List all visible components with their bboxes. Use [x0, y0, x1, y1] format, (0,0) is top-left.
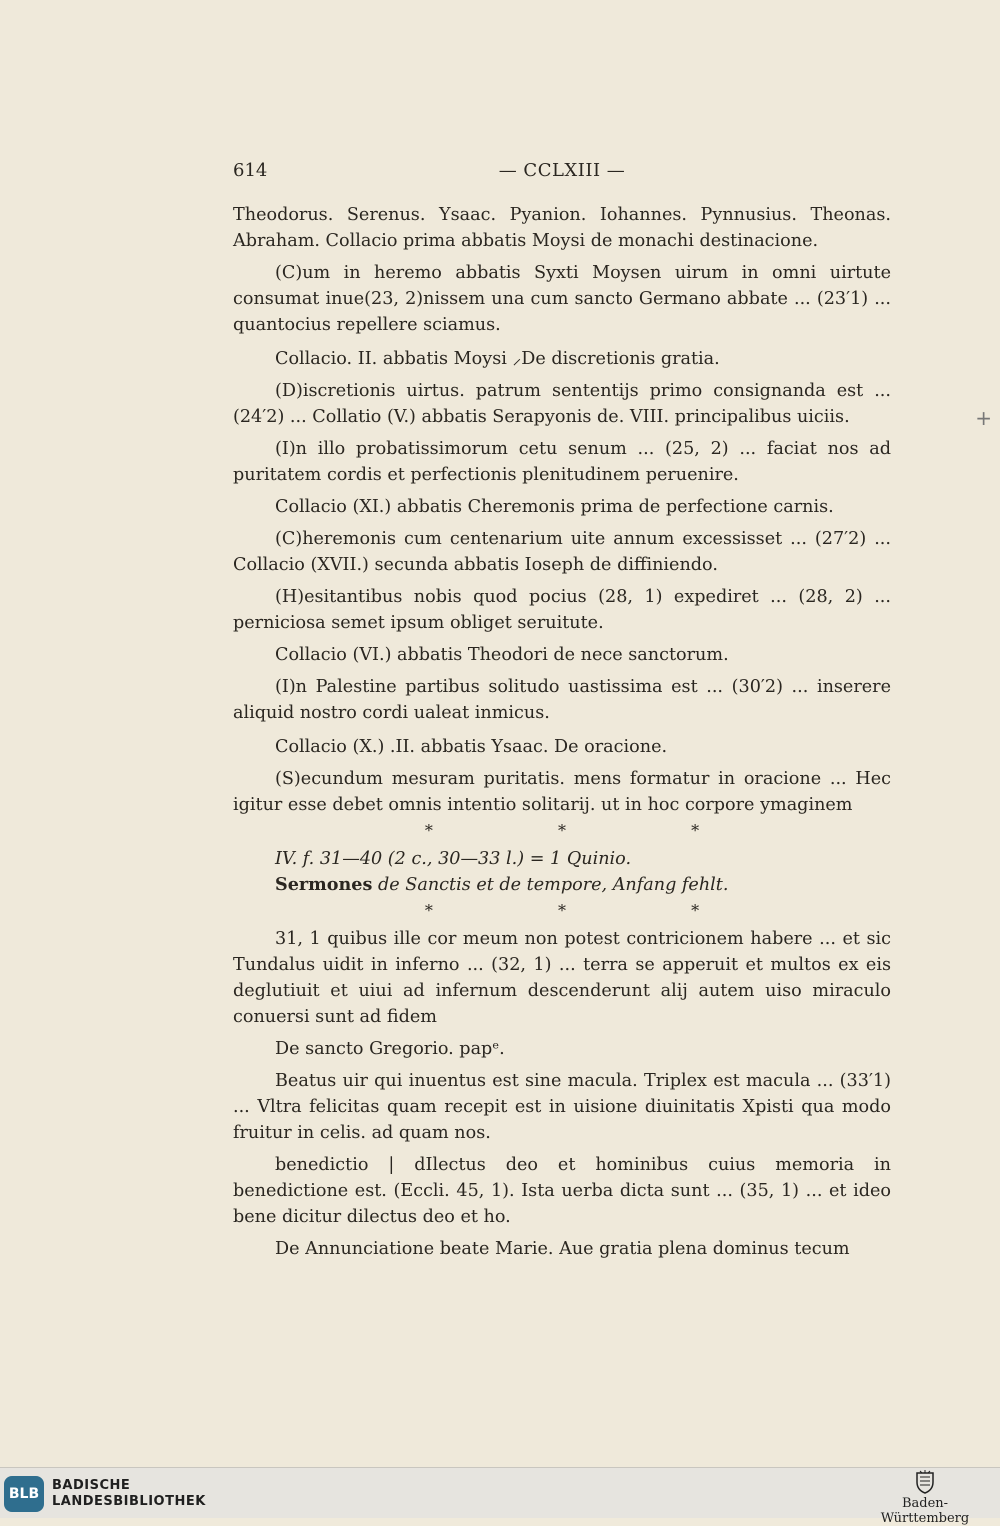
paragraph: benedictio | dIlectus deo et hominibus cuius memoria in benedictione est. (Eccli. 45, 1). Ista uerba dicta sunt ... (35, 1) ... et ideo bene dicitur dilectus deo et ho.: [233, 1155, 891, 1227]
running-title: — CCLXIII —: [498, 160, 626, 181]
paragraph: Collacio (XI.) abbatis Cheremonis prima de perfectione carnis.: [275, 497, 834, 517]
paragraph: (I)n Palestine partibus solitudo uastissima est ... (30′2) ... inserere aliquid nostro cordi ualeat inmicus.: [233, 677, 891, 723]
paragraph: De Annunciatione beate Marie. Aue gratia plena dominus tecum: [275, 1239, 850, 1259]
paragraph: De sancto Gregorio. papᵉ.: [275, 1039, 505, 1059]
paragraph: 31, 1 quibus ille cor meum non potest contricionem habere ... et sic Tundalus uidit in inferno ... (32, 1) ... terra se apperuit et multos ex eis deglutiuit et uiui ad infernum descenderunt alij autem uiso miraculo conuersi sunt ad fidem: [233, 929, 891, 1027]
subheading-bold: Sermones: [275, 874, 373, 895]
paragraph: (D)iscretionis uirtus. patrum sententijs primo consignanda est ... (24′2) ... Collatio (V.) abbatis Serapyonis de. VIII. principalibus uiciis.: [233, 381, 891, 427]
paragraph: Collacio (VI.) abbatis Theodori de nece sanctorum.: [275, 645, 729, 665]
coat-of-arms-icon: [914, 1470, 936, 1494]
body-text: [233, 202, 891, 1268]
paragraph: Beatus uir qui inuentus est sine macula. Triplex est macula ... (33′1) ... Vltra felicitas quam recepit est in uisione diuinitatis Xpisti qua modo fruitur in celis. ad quam nos.: [233, 1071, 891, 1143]
section-divider-stars: * * *: [424, 821, 760, 840]
paragraph: (H)esitantibus nobis quod pocius (28, 1) expediret ... (28, 2) ... perniciosa semet ipsum obliget seruitute.: [233, 587, 891, 633]
paragraph: (C)heremonis cum centenarium uite annum excessisset ... (27′2) ... Collacio (XVII.) secunda abbatis Ioseph de diffiniendo.: [233, 529, 891, 575]
paragraph: (I)n illo probatissimorum cetu senum ... (25, 2) ... faciat nos ad puritatem cordis et perfectionis plenitudinem peruenire.: [233, 439, 891, 485]
footer-bar: [0, 1467, 1000, 1526]
blb-logo[interactable]: BLB: [4, 1476, 44, 1512]
section-subheading: [233, 872, 891, 898]
paragraph: (C)um in heremo abbatis Syxti Moysen uirum in omni uirtute consumat inue(23, 2)nissem una cum sancto Germano abbate ... (23′1) ... quantocius repellere sciamus.: [233, 263, 891, 335]
library-name-line2: LANDESBIBLIOTHEK: [52, 1494, 206, 1509]
section-divider-stars-2: * * *: [424, 901, 760, 920]
library-name[interactable]: [52, 1478, 206, 1510]
library-name-line1: BADISCHE: [52, 1478, 131, 1493]
state-label: Baden-Württemberg: [880, 1496, 970, 1526]
section-heading: IV. f. 31—40 (2 c., 30—33 l.) = 1 Quinio.: [275, 849, 632, 869]
page-header: [233, 160, 891, 190]
paragraph: (S)ecundum mesuram puritatis. mens formatur in oracione ... Hec igitur esse debet omnis intentio solitarij. ut in hoc corpore ymaginem: [233, 769, 891, 815]
paragraph: Collacio (X.) .II. abbatis Ysaac. De oracione.: [275, 737, 668, 757]
bw-logo[interactable]: [860, 1470, 990, 1526]
paragraph: Theodorus. Serenus. Ysaac. Pyanion. Iohannes. Pynnusius. Theonas. Abraham. Collacio prima abbatis Moysi de monachi destinacione.: [233, 205, 891, 251]
subheading-rest: de Sanctis et de tempore, Anfang fehlt.: [372, 875, 729, 895]
page-number: 614: [233, 160, 268, 181]
edge-plus-mark: +: [975, 406, 992, 430]
paragraph: Collacio. II. abbatis Moysi ⸝De discretionis gratia.: [275, 349, 720, 369]
